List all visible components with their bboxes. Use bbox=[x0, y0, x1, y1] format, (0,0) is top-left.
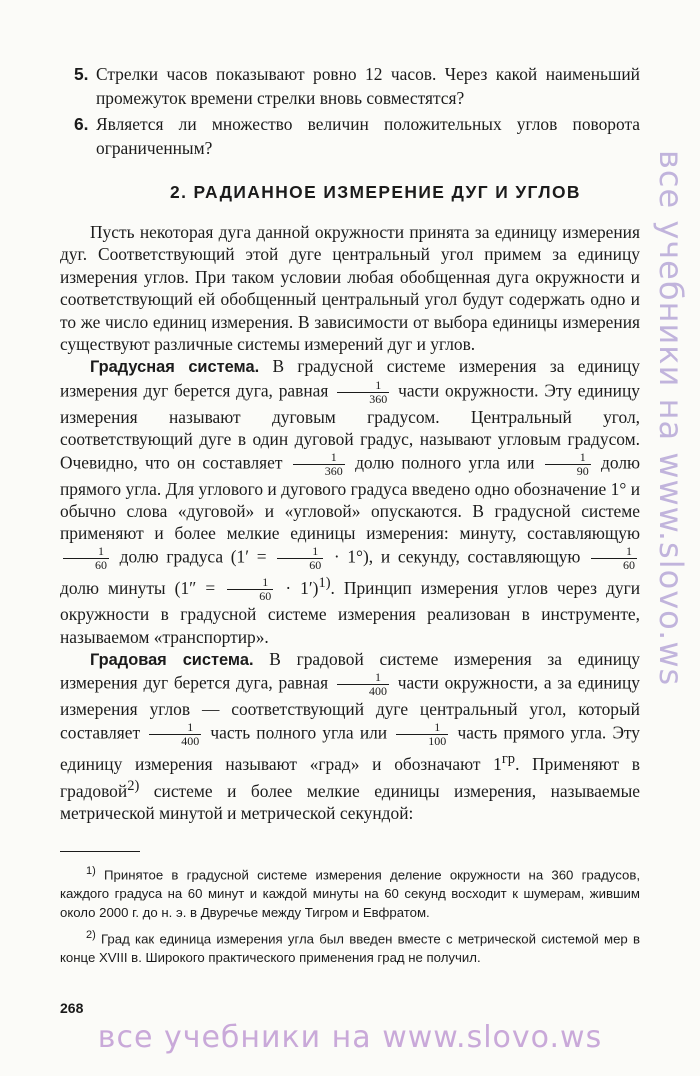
degree-system-paragraph: Градусная система. В градусной системе измерения за единицу измерения дуг берется дуга, равная $\frac{1}{360}$ части окружности. Эту единицу измерения называют дуговым градусом. Центральный угол, соответствующий дуге в один дуговой градус, называют угловым градусом. Очевидно, что он составляет $\frac{1}{360}$ долю полного угла или $\frac{1}{90}$ долю прямого угла. Для углового и дугового градуса введено одно обозначение 1° и обычно слова «дуговой» и «угловой» опускаются. В градусной системе применяют и более мелкие единицы измерения: минуту, составляющую $\frac{1}{60}$ долю градуса (1′ = $\frac{1}{60}$ · 1°), и секунду, составляющую $\frac{1}{60}$ долю минуты (1″ = $\frac{1}{60}$ · 1′)$^{1)}$. Принцип измерения углов через дуги окружности в градусной системе измерения реализован в инструменте, называемом «транспортир». bbox=[60, 356, 641, 647]
fraction-1-360: $\frac{1}{360}$ bbox=[293, 451, 345, 478]
fraction-1-60: $\frac{1}{60}$ bbox=[227, 576, 273, 603]
problem-number: 6. bbox=[74, 114, 89, 134]
page-number: 268 bbox=[60, 1000, 84, 1016]
fraction-1-60: $\frac{1}{60}$ bbox=[63, 545, 109, 572]
section-heading: 2. РАДИАННОЕ ИЗМЕРЕНИЕ ДУГ И УГЛОВ bbox=[170, 182, 581, 202]
page-content bbox=[60, 62, 640, 971]
fraction-1-60: $\frac{1}{60}$ bbox=[591, 545, 637, 572]
problem-6 bbox=[60, 112, 640, 160]
problem-text: Является ли множество величин положительных углов поворота ограниченным? bbox=[96, 114, 640, 158]
side-watermark: все учебники на www.slovo.ws bbox=[652, 150, 690, 687]
fraction-1-360: $\frac{1}{360}$ bbox=[337, 379, 389, 406]
fraction-1-100: $\frac{1}{100}$ bbox=[396, 721, 448, 748]
problem-number: 5. bbox=[74, 64, 89, 84]
degree-system-term: Градусная система. bbox=[90, 358, 260, 377]
fraction-1-60: $\frac{1}{60}$ bbox=[277, 545, 323, 572]
footnote-1: $^{1)}$ Принятое в градусной системе измерения деление окружности на 360 градусов, каждого градуса на 60 минут и каждой минуты на 60 секунд восходит к шумерам, жившим около 2000 г. до н. э. в Двуречье между Тигром и Евфратом. bbox=[60, 864, 640, 920]
footnote-divider bbox=[60, 851, 140, 852]
fraction-1-90: $\frac{1}{90}$ bbox=[545, 451, 591, 478]
grad-symbol: гр bbox=[501, 750, 516, 767]
problem-5 bbox=[60, 62, 640, 110]
grad-system-paragraph: Градовая система. В градовой системе измерения за единицу измерения дуг берется дуга, равная $\frac{1}{400}$ части окружности, а за единицу измерения углов — соответствующий дуге центральный угол, который составляет $\frac{1}{400}$ часть полного угла или $\frac{1}{100}$ часть прямого угла. Эту единицу измерения называют «град» и обозначают $1^{гр}$. Применяют в градовой$^{2)}$ системе и более мелкие единицы измерения, называемые метрической минутой и метрической секундой: bbox=[60, 648, 641, 824]
fraction-1-400: $\frac{1}{400}$ bbox=[149, 721, 201, 748]
bottom-watermark[interactable]: все учебники на www.slovo.ws bbox=[97, 1020, 603, 1055]
problem-text: Стрелки часов показывают ровно 12 часов. Через какой наименьший промежуток времени стрелки вновь совместятся? bbox=[96, 64, 640, 108]
grad-system-term: Градовая система. bbox=[90, 650, 254, 669]
footnote-ref-1: 1) bbox=[318, 574, 331, 591]
footnote-2: $^{2)}$ Град как единица измерения угла был введен вместе с метрической системой мер в конце XVIII в. Широкого практического применения град не получил. bbox=[60, 929, 640, 966]
footnote-ref-2: 2) bbox=[127, 778, 140, 794]
intro-paragraph: Пусть некоторая дуга данной окружности принята за единицу измерения дуг. Соответствующий этой дуге центральный угол примем за единицу измерения углов. При таком условии любая обобщенная дуга окружности и соответствующий ей обобщенный центральный угол будут содержать одно и то же число единиц измерения. В зависимости от выбора единицы измерения существуют различные системы измерений дуг и углов. bbox=[60, 222, 640, 355]
fraction-1-400: $\frac{1}{400}$ bbox=[337, 671, 389, 698]
